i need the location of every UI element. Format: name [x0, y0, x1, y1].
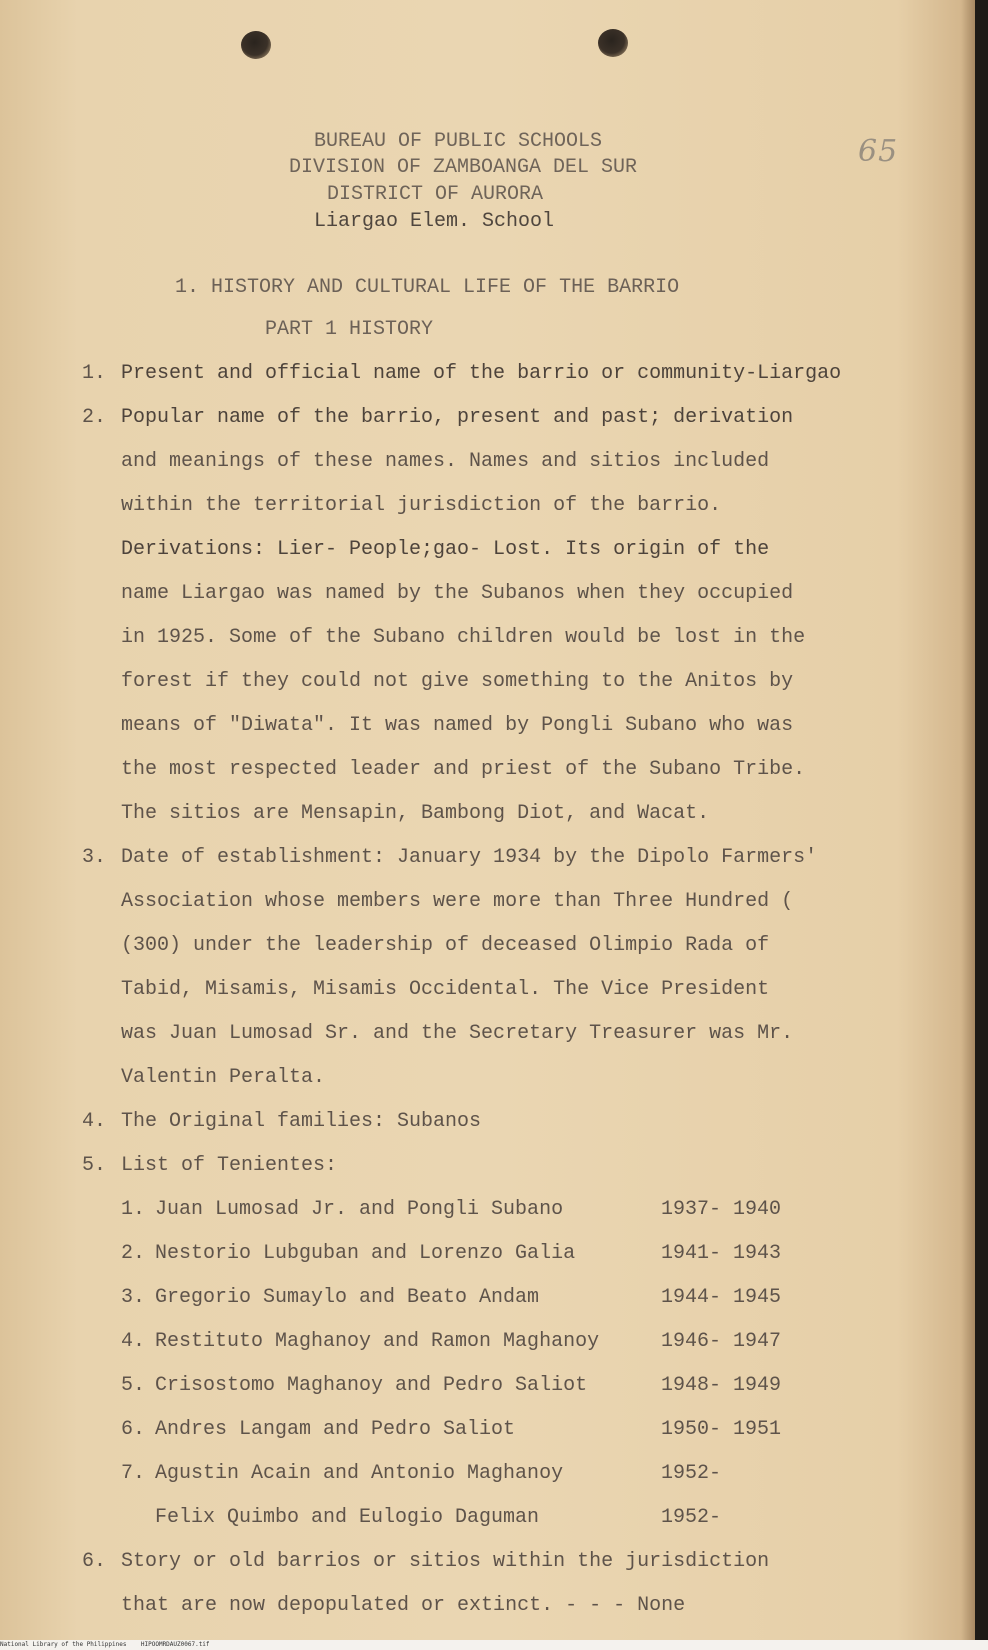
- teniente-no: 1.: [121, 1198, 146, 1221]
- item-line: Present and official name of the barrio or community-Liargao: [121, 362, 842, 385]
- teniente-names: Restituto Maghanoy and Ramon Maghanoy: [155, 1330, 600, 1353]
- teniente-no: 4.: [121, 1330, 146, 1353]
- item-number: 6.: [82, 1550, 107, 1573]
- item-line: Valentin Peralta.: [121, 1066, 326, 1089]
- item-number: 5.: [82, 1154, 107, 1177]
- part-title: PART 1 HISTORY: [265, 318, 434, 341]
- item-line: Derivations: Lier- People;gao- Lost. Its origin of the: [121, 538, 770, 561]
- item-line: and meanings of these names. Names and sitios included: [121, 450, 770, 473]
- item-line: forest if they could not give something to the Anitos by: [121, 670, 794, 693]
- item-line: in 1925. Some of the Subano children would be lost in the: [121, 626, 806, 649]
- item-line: means of "Diwata". It was named by Pongli Subano who was: [121, 714, 794, 737]
- teniente-years: 1937- 1940: [661, 1198, 782, 1221]
- teniente-names: Juan Lumosad Jr. and Pongli Subano: [155, 1198, 564, 1221]
- item-line: name Liargao was named by the Subanos when they occupied: [121, 582, 794, 605]
- footer-file: HIPOOMRDAUZ0067.tif: [140, 1641, 210, 1648]
- teniente-years: 1946- 1947: [661, 1330, 782, 1353]
- teniente-names: Gregorio Sumaylo and Beato Andam: [155, 1286, 540, 1309]
- teniente-no: 6.: [121, 1418, 146, 1441]
- item-line: that are now depopulated or extinct. - - - None: [121, 1594, 686, 1617]
- item-line: (300) under the leadership of deceased Olimpio Rada of: [121, 934, 770, 957]
- teniente-years: 1950- 1951: [661, 1418, 782, 1441]
- teniente-names: Crisostomo Maghanoy and Pedro Saliot: [155, 1374, 588, 1397]
- teniente-no: 7.: [121, 1462, 146, 1485]
- item-line: Tabid, Misamis, Misamis Occidental. The Vice President: [121, 978, 770, 1001]
- header-district: DISTRICT OF AURORA: [327, 183, 544, 206]
- item-number: 1.: [82, 362, 107, 385]
- teniente-names: Andres Langam and Pedro Saliot: [155, 1418, 516, 1441]
- punch-hole-right: [598, 29, 628, 57]
- teniente-names: Nestorio Lubguban and Lorenzo Galia: [155, 1242, 576, 1265]
- item-line: Date of establishment: January 1934 by the Dipolo Farmers': [121, 846, 818, 869]
- teniente-years: 1944- 1945: [661, 1286, 782, 1309]
- teniente-years: 1941- 1943: [661, 1242, 782, 1265]
- header-bureau: BUREAU OF PUBLIC SCHOOLS: [314, 130, 603, 153]
- header-division: DIVISION OF ZAMBOANGA DEL SUR: [289, 156, 638, 179]
- scan-footer: [0, 1640, 988, 1650]
- teniente-no: 5.: [121, 1374, 146, 1397]
- teniente-names: Felix Quimbo and Eulogio Daguman: [155, 1506, 540, 1529]
- header-school: Liargao Elem. School: [314, 210, 555, 233]
- footer-library: National Library of the Philippines: [0, 1641, 127, 1648]
- teniente-names: Agustin Acain and Antonio Maghanoy: [155, 1462, 564, 1485]
- item-line: Popular name of the barrio, present and past; derivation: [121, 406, 794, 429]
- item-line: List of Tenientes:: [121, 1154, 338, 1177]
- item-line: was Juan Lumosad Sr. and the Secretary Treasurer was Mr.: [121, 1022, 794, 1045]
- item-line: within the territorial jurisdiction of the barrio.: [121, 494, 722, 517]
- section-title: 1. HISTORY AND CULTURAL LIFE OF THE BARRIO: [175, 276, 680, 299]
- item-line: The Original families: Subanos: [121, 1110, 482, 1133]
- teniente-no: 3.: [121, 1286, 146, 1309]
- item-line: The sitios are Mensapin, Bambong Diot, and Wacat.: [121, 802, 710, 825]
- teniente-years: 1952-: [661, 1506, 722, 1529]
- teniente-years: 1948- 1949: [661, 1374, 782, 1397]
- punch-hole-left: [241, 31, 271, 59]
- item-number: 4.: [82, 1110, 107, 1133]
- teniente-years: 1952-: [661, 1462, 722, 1485]
- page-number: 65: [858, 134, 899, 169]
- item-line: Association whose members were more than Three Hundred (: [121, 890, 794, 913]
- teniente-no: 2.: [121, 1242, 146, 1265]
- item-line: the most respected leader and priest of the Subano Tribe.: [121, 758, 806, 781]
- item-number: 3.: [82, 846, 107, 869]
- item-number: 2.: [82, 406, 107, 429]
- item-line: Story or old barrios or sitios within the jurisdiction: [121, 1550, 770, 1573]
